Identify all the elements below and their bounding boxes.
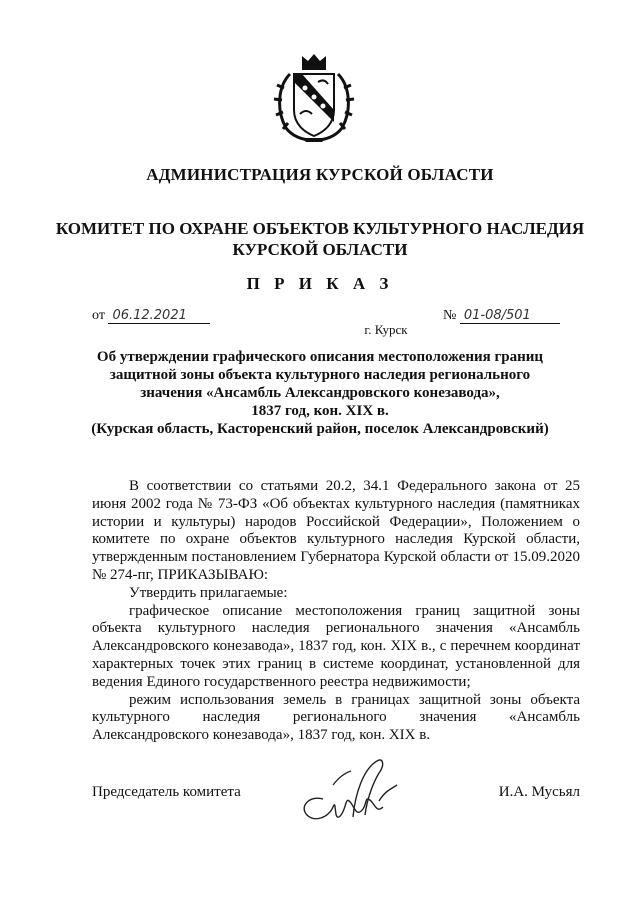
body-paragraph-graphic-description: графическое описание местоположения границ защитной зоны объекта культурного наследия регионального значения «Ансамбль Александровского конезавода», 1837 год, кон. XIX в., с перечнем координат характерных точек этих границ в системе координат, установленной для ведения Единого государственного реестра недвижимости; — [92, 602, 580, 690]
document-type-heading: П Р И К А З — [246, 274, 394, 293]
order-title-line5: (Курская область, Касторенский район, поселок Александровский) — [91, 421, 549, 437]
signatory-name: И.А. Мусьял — [498, 784, 580, 800]
committee-heading-line2: КУРСКОЙ ОБЛАСТИ — [232, 240, 408, 259]
order-title-line3: значения «Ансамбль Александровского конезавода», — [140, 385, 500, 401]
body-paragraph-land-use-regime: режим использования земель в границах защитной зоны объекта культурного наследия регионального значения «Ансамбль Александровского конезавода», 1837 год, кон. XIX в. — [92, 691, 580, 744]
body-paragraph-basis: В соответствии со статьями 20.2, 34.1 Федерального закона от 25 июня 2002 года № 73-ФЗ «Об объектах культурного наследия (памятниках истории и культуры) народов Российской Федерации», Положением о комитете по охране объектов культурного наследия Курской области, утвержденным постановлением Губернатора Курской области от 15.09.2020 № 274-пг, ПРИКАЗЫВАЮ: — [92, 478, 580, 583]
coat-of-arms-emblem — [272, 52, 356, 144]
handwritten-date: 06.12.2021 — [108, 309, 210, 324]
date-prefix: от — [92, 308, 105, 323]
order-title-line1: Об утверждении графического описания местоположения границ — [96, 349, 544, 365]
number-prefix: № — [443, 308, 457, 323]
city-label: г. Курск — [364, 322, 408, 337]
handwritten-number: 01-08/501 — [460, 309, 560, 324]
committee-heading — [0, 218, 640, 260]
order-body — [92, 478, 580, 745]
administration-heading: АДМИНИСТРАЦИЯ КУРСКОЙ ОБЛАСТИ — [146, 165, 494, 184]
body-paragraph-approve: Утвердить прилагаемые: — [129, 584, 288, 601]
committee-heading-line1: КОМИТЕТ ПО ОХРАНЕ ОБЪЕКТОВ КУЛЬТУРНОГО НАСЛЕДИЯ — [55, 219, 585, 238]
order-title-line2: защитной зоны объекта культурного наследия регионального — [109, 367, 531, 383]
handwritten-signature — [293, 755, 403, 835]
order-title — [0, 348, 640, 438]
signatory-position: Председатель комитета — [92, 784, 241, 800]
order-title-line4: 1837 год, кон. XIX в. — [251, 403, 389, 419]
